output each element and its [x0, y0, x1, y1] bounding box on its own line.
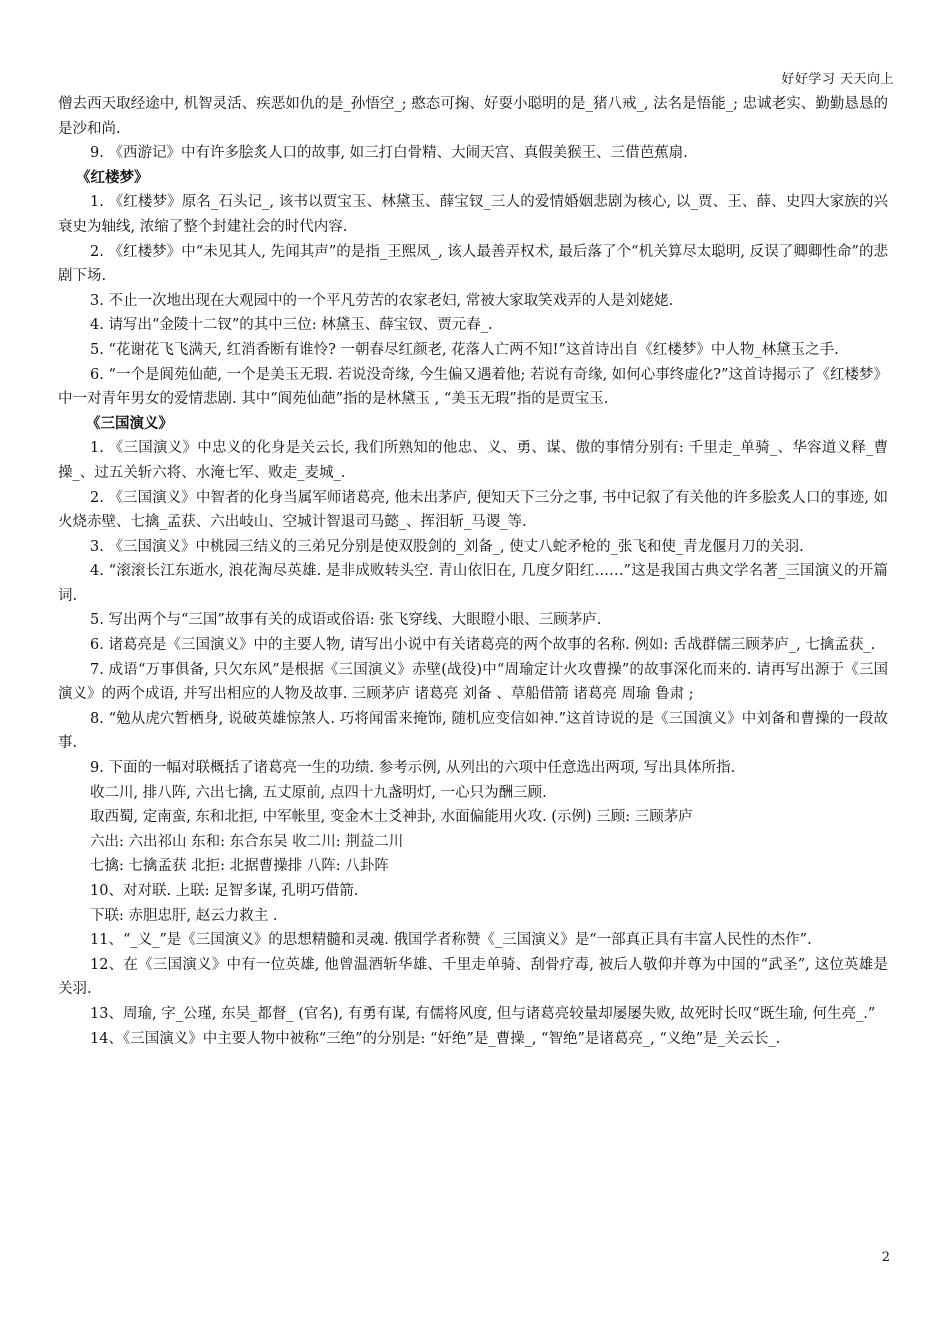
- paragraph: 下联: 赤胆忠肝, 赵云力救主 .: [90, 907, 278, 924]
- paragraph: 5. 写出两个与“三国”故事有关的成语或俗语: 张飞穿线、大眼瞪小眼、三顾茅庐.: [90, 612, 602, 629]
- paragraph: 僧去西天取经途中, 机智灵活、疾恶如仇的是_孙悟空_; 憨态可掬、好耍小聪明的是_猪八戒_, 法名是悟能_; 忠诚老实、勤勤恳恳的是沙和尚.: [58, 96, 888, 137]
- paragraph: 1. 《红楼梦》原名_石头记_, 该书以贾宝玉、林黛玉、薛宝钗_三人的爱情婚姻悲剧为核心, 以_贾、王、薛、史四大家族的兴衰史为轴线, 浓缩了整个封建社会的时代内容.: [58, 194, 888, 235]
- paragraph: 8. “勉从虎穴暂栖身, 说破英雄惊煞人. 巧将闻雷来掩饰, 随机应变信如神.”这首诗说的是《三国演义》中刘备和曹操的一段故事.: [58, 710, 888, 752]
- page-number: 2: [881, 1250, 890, 1265]
- paragraph: 七擒: 七擒孟获 北拒: 北据曹操排 八阵: 八卦阵: [90, 858, 389, 875]
- paragraph: 6. “一个是阆苑仙葩, 一个是美玉无瑕. 若说没奇缘, 今生偏又遇着他; 若说有奇缘, 如何心事终虚化?”这首诗揭示了《红楼梦》中一对青年男女的爱情悲剧. 其中“阆苑仙葩”指的是林黛玉 , “美玉无瑕”指的是贾宝玉.: [58, 366, 888, 408]
- paragraph: 六出: 六出祁山 东和: 东合东吴 收二川: 荆益二川: [90, 833, 404, 850]
- paragraph: 13、周瑜, 字_公瑾, 东吴_都督_ (官名), 有勇有谋, 有儒将风度, 但与诸葛亮较量却屡屡失败, 故死时长叹“既生瑜, 何生亮_.”: [90, 1005, 876, 1022]
- document-body: [58, 92, 888, 1051]
- paragraph: 收二川, 排八阵, 六出七擒, 五丈原前, 点四十九盏明灯, 一心只为酬三顾.: [90, 784, 547, 801]
- section-heading: 《三国演义》: [86, 414, 173, 432]
- paragraph: 14、《三国演义》中主要人物中被称“三绝”的分别是: “奸绝”是_曹操_, “智绝”是诸葛亮_, “义绝”是_关云长_.: [90, 1030, 781, 1047]
- paragraph: 3. 不止一次地出现在大观园中的一个平凡劳苦的农家老妇, 常被大家取笑戏弄的人是刘姥姥.: [90, 292, 674, 309]
- page-header: 好好学习 天天向上: [781, 72, 894, 87]
- paragraph: 7. 成语“万事俱备, 只欠东风”是根据《三国演义》赤壁(战役)中“周瑜定计火攻曹操”的故事深化而来的. 请再写出源于《三国演义》的两个成语, 并写出相应的人物及故事. 三顾茅庐 诸葛亮 刘备 、草船借箭 诸葛亮 周瑜 鲁肃 ;: [58, 661, 888, 703]
- paragraph: 4. “滚滚长江东逝水, 浪花淘尽英雄. 是非成败转头空. 青山依旧在, 几度夕阳红……”这是我国古典文学名著_三国演义的开篇词.: [58, 563, 888, 604]
- paragraph: 9. 《西游记》中有许多脍炙人口的故事, 如三打白骨精、大闹天宫、真假美猴王、三借芭蕉扇.: [90, 145, 688, 162]
- paragraph: 4. 请写出“金陵十二钗”的其中三位: 林黛玉、薛宝钗、贾元春_.: [90, 317, 493, 334]
- paragraph: 3. 《三国演义》中桃园三结义的三弟兄分别是使双股剑的_刘备_, 使丈八蛇矛枪的_张飞和使_青龙偃月刀的关羽.: [90, 538, 804, 555]
- paragraph: 1. 《三国演义》中忠义的化身是关云长, 我们所熟知的他忠、义、勇、谋、傲的事情分别有: 千里走_单骑_、华容道义释_曹操_、过五关斩六将、水淹七军、败走_麦城_.: [58, 440, 888, 481]
- paragraph: 2. 《红楼梦》中“未见其人, 先闻其声”的是指_王熙凤_, 该人最善弄权术, 最后落了个“机关算尽太聪明, 反误了卿卿性命”的悲剧下场.: [58, 243, 888, 285]
- paragraph: 5. “花谢花飞飞满天, 红消香断有谁怜? 一朝春尽红颜老, 花落人亡两不知!”这首诗出自《红楼梦》中人物_林黛玉之手.: [90, 341, 839, 358]
- section-heading: 《红楼梦》: [76, 168, 149, 186]
- paragraph: 取西蜀, 定南蛮, 东和北拒, 中军帐里, 变金木土爻神卦, 水面偏能用火攻. (示例) 三顾: 三顾茅庐: [90, 809, 693, 826]
- paragraph: 6. 诸葛亮是《三国演义》中的主要人物, 请写出小说中有关诸葛亮的两个故事的名称. 例如: 舌战群儒三顾茅庐_, 七擒孟获_.: [90, 637, 876, 654]
- paragraph: 10、对对联. 上联: 足智多谋, 孔明巧借箭.: [90, 883, 359, 899]
- paragraph: 12、在《三国演义》中有一位英雄, 他曾温酒斩华雄、千里走单骑、刮骨疗毒, 被后人敬仰并尊为中国的“武圣”, 这位英雄是关羽.: [58, 956, 888, 998]
- paragraph: 9. 下面的一幅对联概括了诸葛亮一生的功绩. 参考示例, 从列出的六项中任意选出两项, 写出具体所指.: [90, 760, 736, 777]
- paragraph: 2. 《三国演义》中智者的化身当属军师诸葛亮, 他未出茅庐, 便知天下三分之事, 书中记叙了有关他的许多脍炙人口的事迹, 如火烧赤壁、七擒_孟获、六出岐山、空城计智退司马懿_、挥泪斩_马谡_等.: [58, 489, 888, 531]
- paragraph: 11、“_义_”是《三国演义》的思想精髓和灵魂. 俄国学者称赞《_三国演义》是“一部真正具有丰富人民性的杰作”.: [90, 932, 812, 949]
